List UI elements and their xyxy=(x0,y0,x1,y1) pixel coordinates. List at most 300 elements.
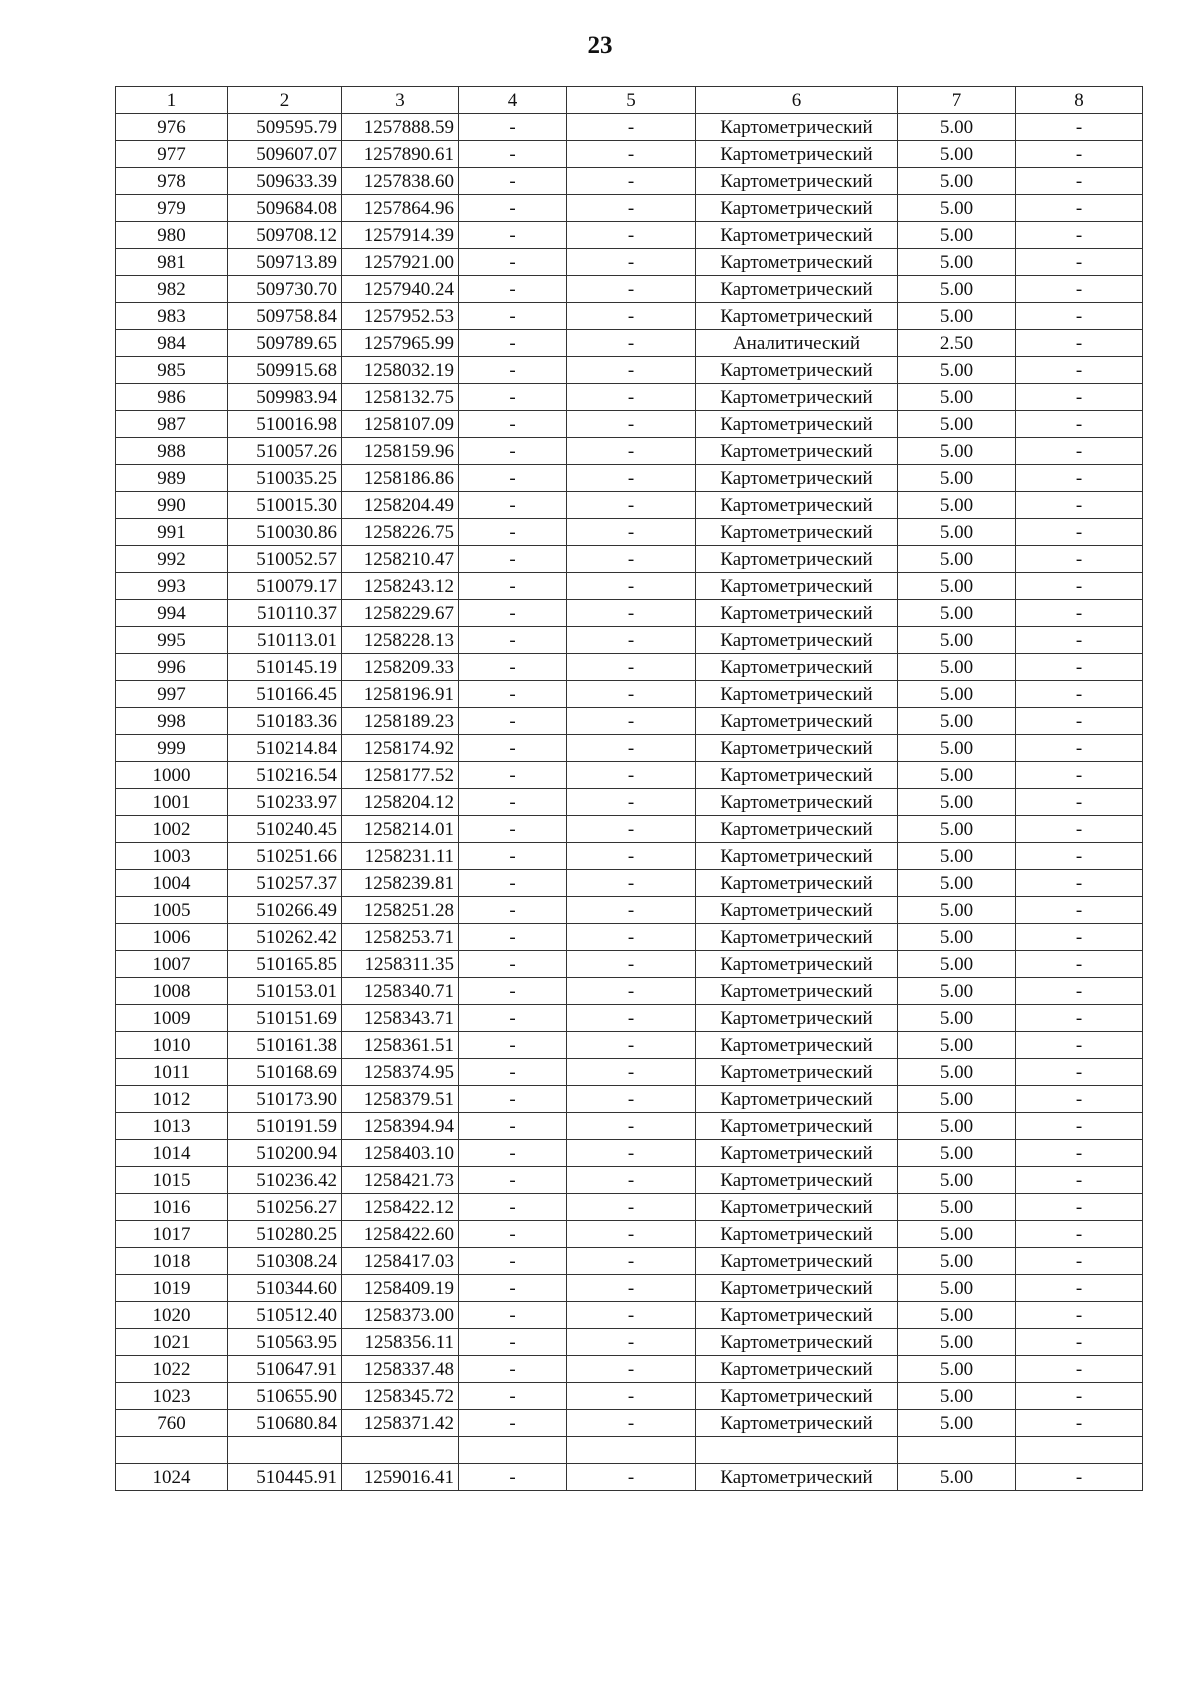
cell-y-coordinate: 1258409.19 xyxy=(342,1275,459,1302)
cell-column-8-value: - xyxy=(1016,924,1143,951)
cell-point-number: 1015 xyxy=(116,1167,228,1194)
cell-column-8-value: - xyxy=(1016,492,1143,519)
table-row xyxy=(116,897,1143,924)
table-row xyxy=(116,492,1143,519)
cell-column-4-value: - xyxy=(459,141,567,168)
cell-column-8-value: - xyxy=(1016,303,1143,330)
cell-accuracy: 5.00 xyxy=(898,1464,1016,1491)
cell-point-number: 982 xyxy=(116,276,228,303)
cell-method: Картометрический xyxy=(696,168,898,195)
cell-x-coordinate: 510647.91 xyxy=(228,1356,342,1383)
cell-column-8-value: - xyxy=(1016,1383,1143,1410)
cell-y-coordinate: 1257890.61 xyxy=(342,141,459,168)
cell-accuracy: 5.00 xyxy=(898,924,1016,951)
cell-point-number: 1010 xyxy=(116,1032,228,1059)
table-row xyxy=(116,222,1143,249)
cell-method: Картометрический xyxy=(696,1167,898,1194)
cell-column-5-value: - xyxy=(567,411,696,438)
cell-column-4-value: - xyxy=(459,357,567,384)
cell-y-coordinate: 1258174.92 xyxy=(342,735,459,762)
cell-point-number: 976 xyxy=(116,114,228,141)
cell-column-4-value: - xyxy=(459,1248,567,1275)
cell-accuracy: 5.00 xyxy=(898,951,1016,978)
table-row xyxy=(116,1275,1143,1302)
cell-accuracy: 5.00 xyxy=(898,789,1016,816)
cell-y-coordinate: 1258226.75 xyxy=(342,519,459,546)
cell-point-number: 987 xyxy=(116,411,228,438)
cell-y-coordinate: 1258356.11 xyxy=(342,1329,459,1356)
cell-x-coordinate: 510183.36 xyxy=(228,708,342,735)
cell-column-8-value: - xyxy=(1016,627,1143,654)
cell-column-5-value: - xyxy=(567,1248,696,1275)
cell-y-coordinate: 1258228.13 xyxy=(342,627,459,654)
cell-y-coordinate: 1258343.71 xyxy=(342,1005,459,1032)
table-row xyxy=(116,1329,1143,1356)
cell-y-coordinate: 1258373.00 xyxy=(342,1302,459,1329)
cell-column-5-value: - xyxy=(567,1086,696,1113)
table-row xyxy=(116,1464,1143,1491)
cell-point-number: 992 xyxy=(116,546,228,573)
cell-accuracy: 5.00 xyxy=(898,1383,1016,1410)
cell-accuracy: 5.00 xyxy=(898,519,1016,546)
table-row xyxy=(116,357,1143,384)
cell-column-8-value: - xyxy=(1016,546,1143,573)
cell-column-4-value: - xyxy=(459,816,567,843)
cell-y-coordinate: 1258251.28 xyxy=(342,897,459,924)
table-row xyxy=(116,465,1143,492)
cell-method: Картометрический xyxy=(696,195,898,222)
cell-method: Картометрический xyxy=(696,114,898,141)
cell-method: Картометрический xyxy=(696,1113,898,1140)
cell-column-5-value: - xyxy=(567,762,696,789)
cell-column-4-value: - xyxy=(459,330,567,357)
cell-column-5-value: - xyxy=(567,1410,696,1437)
cell-column-5-value: - xyxy=(567,951,696,978)
cell-column-5-value: - xyxy=(567,276,696,303)
table-row xyxy=(116,1140,1143,1167)
cell-point-number: 1021 xyxy=(116,1329,228,1356)
cell-column-4-value: - xyxy=(459,114,567,141)
cell-point-number: 983 xyxy=(116,303,228,330)
cell-column-8-value: - xyxy=(1016,438,1143,465)
column-header-7: 7 xyxy=(898,87,1016,114)
cell-point-number xyxy=(116,1437,228,1464)
cell-y-coordinate: 1258239.81 xyxy=(342,870,459,897)
cell-method: Картометрический xyxy=(696,438,898,465)
cell-x-coordinate: 510563.95 xyxy=(228,1329,342,1356)
cell-x-coordinate: 510257.37 xyxy=(228,870,342,897)
cell-x-coordinate: 509595.79 xyxy=(228,114,342,141)
cell-accuracy: 5.00 xyxy=(898,168,1016,195)
cell-point-number: 993 xyxy=(116,573,228,600)
cell-y-coordinate: 1257864.96 xyxy=(342,195,459,222)
cell-x-coordinate: 510015.30 xyxy=(228,492,342,519)
cell-accuracy: 5.00 xyxy=(898,1221,1016,1248)
cell-point-number: 1023 xyxy=(116,1383,228,1410)
table-row xyxy=(116,681,1143,708)
cell-accuracy: 5.00 xyxy=(898,303,1016,330)
cell-y-coordinate xyxy=(342,1437,459,1464)
table-row xyxy=(116,1302,1143,1329)
cell-point-number: 991 xyxy=(116,519,228,546)
cell-column-8-value: - xyxy=(1016,1167,1143,1194)
cell-method: Картометрический xyxy=(696,357,898,384)
cell-x-coordinate: 510166.45 xyxy=(228,681,342,708)
cell-y-coordinate: 1258340.71 xyxy=(342,978,459,1005)
cell-column-5-value: - xyxy=(567,1167,696,1194)
cell-column-5-value: - xyxy=(567,654,696,681)
cell-column-8-value: - xyxy=(1016,708,1143,735)
cell-column-8-value: - xyxy=(1016,789,1143,816)
cell-point-number: 1004 xyxy=(116,870,228,897)
cell-point-number: 1022 xyxy=(116,1356,228,1383)
cell-accuracy: 5.00 xyxy=(898,627,1016,654)
table-row xyxy=(116,870,1143,897)
table-row xyxy=(116,114,1143,141)
cell-point-number: 1013 xyxy=(116,1113,228,1140)
cell-column-5-value: - xyxy=(567,168,696,195)
table-row xyxy=(116,168,1143,195)
cell-x-coordinate: 510445.91 xyxy=(228,1464,342,1491)
cell-column-4-value: - xyxy=(459,600,567,627)
cell-x-coordinate: 510262.42 xyxy=(228,924,342,951)
cell-column-4-value: - xyxy=(459,519,567,546)
cell-accuracy: 5.00 xyxy=(898,735,1016,762)
cell-y-coordinate: 1258361.51 xyxy=(342,1032,459,1059)
cell-point-number: 1009 xyxy=(116,1005,228,1032)
cell-x-coordinate: 510191.59 xyxy=(228,1113,342,1140)
cell-y-coordinate: 1258204.12 xyxy=(342,789,459,816)
cell-column-8-value: - xyxy=(1016,870,1143,897)
cell-column-4-value: - xyxy=(459,1086,567,1113)
cell-column-5-value: - xyxy=(567,573,696,600)
cell-method: Картометрический xyxy=(696,843,898,870)
cell-accuracy: 5.00 xyxy=(898,573,1016,600)
cell-column-5-value: - xyxy=(567,1059,696,1086)
column-header-1: 1 xyxy=(116,87,228,114)
cell-column-5-value: - xyxy=(567,1356,696,1383)
cell-x-coordinate: 510308.24 xyxy=(228,1248,342,1275)
cell-column-5-value: - xyxy=(567,1221,696,1248)
cell-column-4-value: - xyxy=(459,627,567,654)
table-row xyxy=(116,249,1143,276)
table-row xyxy=(116,1194,1143,1221)
cell-accuracy: 5.00 xyxy=(898,195,1016,222)
cell-accuracy: 5.00 xyxy=(898,465,1016,492)
cell-column-8-value: - xyxy=(1016,249,1143,276)
cell-accuracy: 5.00 xyxy=(898,1302,1016,1329)
cell-column-4-value: - xyxy=(459,789,567,816)
cell-y-coordinate: 1257888.59 xyxy=(342,114,459,141)
cell-method: Картометрический xyxy=(696,222,898,249)
cell-method: Картометрический xyxy=(696,762,898,789)
cell-point-number: 984 xyxy=(116,330,228,357)
table-row xyxy=(116,303,1143,330)
cell-column-8-value: - xyxy=(1016,600,1143,627)
cell-column-5-value: - xyxy=(567,924,696,951)
cell-point-number: 1020 xyxy=(116,1302,228,1329)
cell-column-8-value: - xyxy=(1016,573,1143,600)
table-row xyxy=(116,573,1143,600)
cell-column-8-value: - xyxy=(1016,168,1143,195)
cell-column-4-value: - xyxy=(459,1194,567,1221)
cell-y-coordinate: 1258032.19 xyxy=(342,357,459,384)
cell-column-4-value: - xyxy=(459,573,567,600)
column-header-8: 8 xyxy=(1016,87,1143,114)
cell-column-4-value: - xyxy=(459,168,567,195)
cell-column-4-value: - xyxy=(459,465,567,492)
cell-column-8-value: - xyxy=(1016,1059,1143,1086)
table-row xyxy=(116,789,1143,816)
cell-column-4-value: - xyxy=(459,1410,567,1437)
cell-x-coordinate: 509607.07 xyxy=(228,141,342,168)
cell-column-8-value: - xyxy=(1016,1032,1143,1059)
cell-x-coordinate: 509684.08 xyxy=(228,195,342,222)
cell-column-8-value: - xyxy=(1016,1410,1143,1437)
cell-column-8-value: - xyxy=(1016,681,1143,708)
cell-x-coordinate: 509983.94 xyxy=(228,384,342,411)
cell-method: Картометрический xyxy=(696,546,898,573)
cell-column-4-value: - xyxy=(459,951,567,978)
cell-x-coordinate: 510153.01 xyxy=(228,978,342,1005)
cell-method: Картометрический xyxy=(696,951,898,978)
cell-column-4-value: - xyxy=(459,195,567,222)
cell-column-8-value: - xyxy=(1016,114,1143,141)
table-row xyxy=(116,978,1143,1005)
cell-column-5-value: - xyxy=(567,438,696,465)
coordinates-table xyxy=(115,86,1143,1491)
cell-column-5-value: - xyxy=(567,816,696,843)
cell-y-coordinate: 1258371.42 xyxy=(342,1410,459,1437)
table-row xyxy=(116,708,1143,735)
cell-x-coordinate: 510236.42 xyxy=(228,1167,342,1194)
cell-column-5-value: - xyxy=(567,1005,696,1032)
cell-point-number: 990 xyxy=(116,492,228,519)
table-row xyxy=(116,438,1143,465)
cell-y-coordinate: 1257914.39 xyxy=(342,222,459,249)
cell-y-coordinate: 1258421.73 xyxy=(342,1167,459,1194)
cell-column-4-value: - xyxy=(459,897,567,924)
cell-column-8-value: - xyxy=(1016,1329,1143,1356)
column-header-6: 6 xyxy=(696,87,898,114)
cell-column-5-value: - xyxy=(567,1329,696,1356)
cell-column-4-value: - xyxy=(459,1383,567,1410)
cell-x-coordinate: 510016.98 xyxy=(228,411,342,438)
cell-accuracy: 5.00 xyxy=(898,141,1016,168)
cell-method: Картометрический xyxy=(696,708,898,735)
cell-column-8-value: - xyxy=(1016,276,1143,303)
cell-accuracy: 5.00 xyxy=(898,762,1016,789)
cell-column-8-value: - xyxy=(1016,1248,1143,1275)
cell-column-8-value xyxy=(1016,1437,1143,1464)
cell-column-5-value: - xyxy=(567,492,696,519)
cell-x-coordinate: 510655.90 xyxy=(228,1383,342,1410)
cell-accuracy: 5.00 xyxy=(898,492,1016,519)
table-row xyxy=(116,1248,1143,1275)
cell-point-number: 1014 xyxy=(116,1140,228,1167)
cell-column-5-value: - xyxy=(567,249,696,276)
cell-x-coordinate: 510512.40 xyxy=(228,1302,342,1329)
cell-column-8-value: - xyxy=(1016,1140,1143,1167)
cell-column-8-value: - xyxy=(1016,762,1143,789)
cell-column-5-value: - xyxy=(567,519,696,546)
cell-column-8-value: - xyxy=(1016,465,1143,492)
cell-column-8-value: - xyxy=(1016,222,1143,249)
cell-y-coordinate: 1258204.49 xyxy=(342,492,459,519)
cell-column-4-value: - xyxy=(459,843,567,870)
cell-method: Картометрический xyxy=(696,1194,898,1221)
cell-column-4-value xyxy=(459,1437,567,1464)
cell-method: Картометрический xyxy=(696,1086,898,1113)
cell-accuracy: 5.00 xyxy=(898,411,1016,438)
cell-column-4-value: - xyxy=(459,1464,567,1491)
cell-point-number: 1018 xyxy=(116,1248,228,1275)
cell-point-number: 995 xyxy=(116,627,228,654)
cell-x-coordinate: 510280.25 xyxy=(228,1221,342,1248)
cell-point-number: 994 xyxy=(116,600,228,627)
cell-accuracy: 5.00 xyxy=(898,1005,1016,1032)
cell-point-number: 1005 xyxy=(116,897,228,924)
cell-column-5-value: - xyxy=(567,141,696,168)
cell-point-number: 760 xyxy=(116,1410,228,1437)
cell-x-coordinate: 510165.85 xyxy=(228,951,342,978)
cell-x-coordinate: 510214.84 xyxy=(228,735,342,762)
cell-column-8-value: - xyxy=(1016,978,1143,1005)
cell-column-4-value: - xyxy=(459,924,567,951)
cell-column-4-value: - xyxy=(459,438,567,465)
cell-y-coordinate: 1258394.94 xyxy=(342,1113,459,1140)
cell-y-coordinate: 1258422.60 xyxy=(342,1221,459,1248)
cell-accuracy: 5.00 xyxy=(898,843,1016,870)
cell-column-8-value: - xyxy=(1016,195,1143,222)
table-header-row xyxy=(116,87,1143,114)
cell-method: Картометрический xyxy=(696,1383,898,1410)
table-row xyxy=(116,1437,1143,1464)
cell-y-coordinate: 1258209.33 xyxy=(342,654,459,681)
cell-point-number: 1011 xyxy=(116,1059,228,1086)
cell-column-4-value: - xyxy=(459,1167,567,1194)
cell-column-4-value: - xyxy=(459,384,567,411)
cell-column-5-value: - xyxy=(567,708,696,735)
cell-column-5-value xyxy=(567,1437,696,1464)
cell-accuracy: 5.00 xyxy=(898,1248,1016,1275)
table-row xyxy=(116,276,1143,303)
cell-x-coordinate: 510030.86 xyxy=(228,519,342,546)
cell-point-number: 996 xyxy=(116,654,228,681)
cell-column-8-value: - xyxy=(1016,897,1143,924)
cell-accuracy xyxy=(898,1437,1016,1464)
cell-column-5-value: - xyxy=(567,1113,696,1140)
cell-column-8-value: - xyxy=(1016,519,1143,546)
cell-column-8-value: - xyxy=(1016,1221,1143,1248)
cell-accuracy: 5.00 xyxy=(898,114,1016,141)
cell-column-8-value: - xyxy=(1016,1005,1143,1032)
table-body xyxy=(116,114,1143,1491)
cell-method: Картометрический xyxy=(696,1032,898,1059)
cell-column-5-value: - xyxy=(567,681,696,708)
cell-column-8-value: - xyxy=(1016,951,1143,978)
cell-accuracy: 5.00 xyxy=(898,600,1016,627)
cell-column-8-value: - xyxy=(1016,1113,1143,1140)
cell-y-coordinate: 1258229.67 xyxy=(342,600,459,627)
cell-method: Картометрический xyxy=(696,573,898,600)
cell-method: Картометрический xyxy=(696,870,898,897)
cell-x-coordinate: 509708.12 xyxy=(228,222,342,249)
cell-x-coordinate: 510266.49 xyxy=(228,897,342,924)
cell-method: Картометрический xyxy=(696,1221,898,1248)
cell-x-coordinate: 510057.26 xyxy=(228,438,342,465)
cell-column-5-value: - xyxy=(567,870,696,897)
cell-x-coordinate: 510240.45 xyxy=(228,816,342,843)
cell-y-coordinate: 1258417.03 xyxy=(342,1248,459,1275)
cell-point-number: 1002 xyxy=(116,816,228,843)
cell-point-number: 979 xyxy=(116,195,228,222)
cell-y-coordinate: 1258422.12 xyxy=(342,1194,459,1221)
cell-column-5-value: - xyxy=(567,330,696,357)
cell-column-5-value: - xyxy=(567,1140,696,1167)
cell-x-coordinate: 510110.37 xyxy=(228,600,342,627)
cell-y-coordinate: 1258345.72 xyxy=(342,1383,459,1410)
cell-accuracy: 5.00 xyxy=(898,438,1016,465)
cell-column-8-value: - xyxy=(1016,1194,1143,1221)
table-row xyxy=(116,600,1143,627)
cell-x-coordinate: 509758.84 xyxy=(228,303,342,330)
cell-accuracy: 5.00 xyxy=(898,681,1016,708)
cell-method: Картометрический xyxy=(696,681,898,708)
cell-x-coordinate: 510168.69 xyxy=(228,1059,342,1086)
cell-method: Картометрический xyxy=(696,141,898,168)
table-row xyxy=(116,546,1143,573)
cell-column-5-value: - xyxy=(567,1275,696,1302)
cell-column-5-value: - xyxy=(567,1194,696,1221)
cell-accuracy: 5.00 xyxy=(898,249,1016,276)
table-row xyxy=(116,627,1143,654)
cell-point-number: 986 xyxy=(116,384,228,411)
cell-point-number: 1008 xyxy=(116,978,228,1005)
cell-accuracy: 5.00 xyxy=(898,816,1016,843)
cell-x-coordinate: 510680.84 xyxy=(228,1410,342,1437)
cell-x-coordinate: 510344.60 xyxy=(228,1275,342,1302)
cell-y-coordinate: 1258214.01 xyxy=(342,816,459,843)
table-row xyxy=(116,1005,1143,1032)
cell-y-coordinate: 1257921.00 xyxy=(342,249,459,276)
cell-column-4-value: - xyxy=(459,1059,567,1086)
cell-x-coordinate: 510233.97 xyxy=(228,789,342,816)
table-row xyxy=(116,1410,1143,1437)
cell-point-number: 980 xyxy=(116,222,228,249)
cell-method: Картометрический xyxy=(696,1356,898,1383)
cell-y-coordinate: 1258196.91 xyxy=(342,681,459,708)
cell-method: Картометрический xyxy=(696,897,898,924)
cell-y-coordinate: 1258253.71 xyxy=(342,924,459,951)
cell-accuracy: 5.00 xyxy=(898,1140,1016,1167)
table-row xyxy=(116,735,1143,762)
cell-accuracy: 5.00 xyxy=(898,276,1016,303)
cell-column-5-value: - xyxy=(567,546,696,573)
cell-x-coordinate: 510079.17 xyxy=(228,573,342,600)
cell-column-5-value: - xyxy=(567,1302,696,1329)
cell-accuracy: 5.00 xyxy=(898,1275,1016,1302)
cell-column-4-value: - xyxy=(459,870,567,897)
cell-point-number: 977 xyxy=(116,141,228,168)
cell-method: Картометрический xyxy=(696,600,898,627)
cell-y-coordinate: 1258231.11 xyxy=(342,843,459,870)
cell-method: Картометрический xyxy=(696,411,898,438)
cell-x-coordinate: 510256.27 xyxy=(228,1194,342,1221)
cell-column-4-value: - xyxy=(459,978,567,1005)
cell-method: Картометрический xyxy=(696,1005,898,1032)
cell-point-number: 1000 xyxy=(116,762,228,789)
